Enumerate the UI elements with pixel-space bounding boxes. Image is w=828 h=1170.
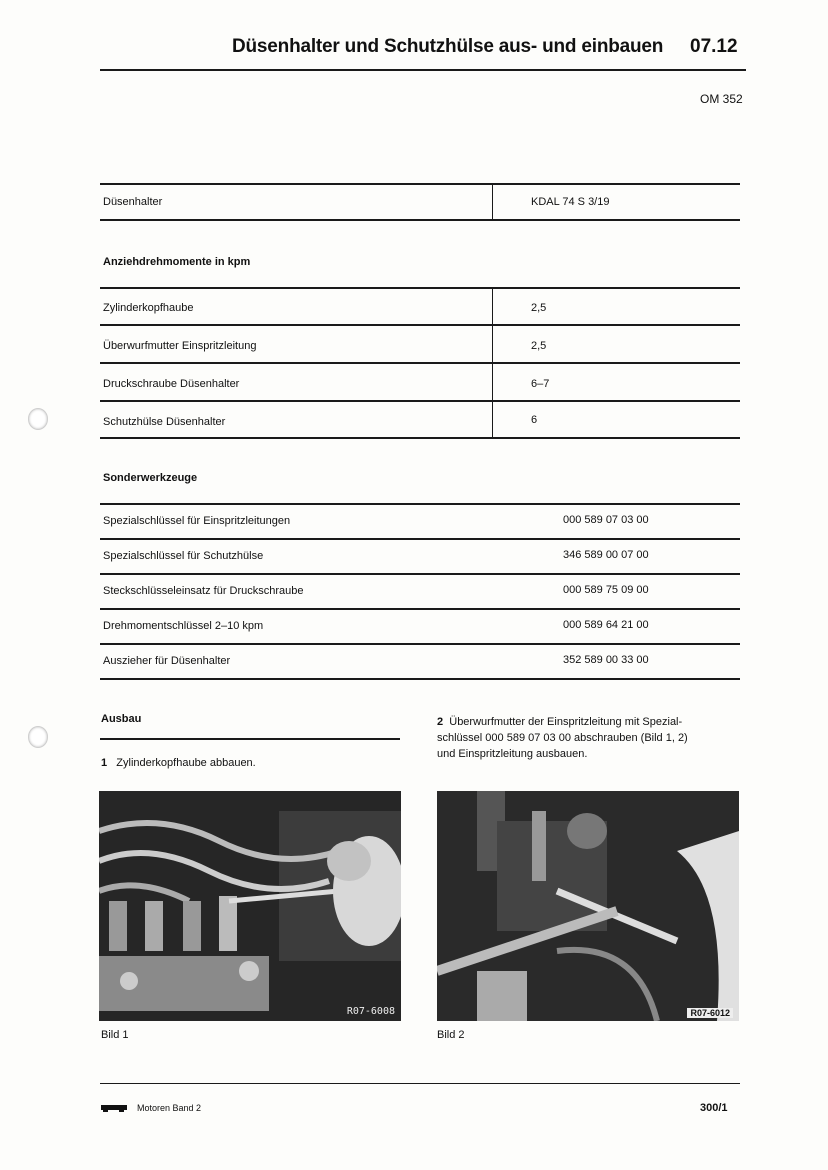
engine-model: OM 352 (700, 92, 743, 106)
figure-code: R07-6008 (346, 1006, 395, 1017)
torque-value: 2,5 (531, 302, 547, 314)
step-text-line: Überwurfmutter der Einspritzleitung mit Spezial- (449, 716, 683, 728)
nozzle-holder-value: KDAL 74 S 3/19 (531, 196, 610, 208)
table-divider (492, 288, 493, 438)
torque-label: Druckschraube Düsenhalter (103, 378, 240, 390)
removal-rule (100, 738, 400, 740)
removal-heading: Ausbau (101, 713, 142, 725)
tool-number: 346 589 00 07 00 (563, 549, 649, 561)
table-rule (100, 573, 740, 575)
step-number: 1 (101, 757, 108, 769)
tool-number: 000 589 64 21 00 (563, 619, 649, 631)
tool-label: Drehmomentschlüssel 2–10 kpm (103, 620, 264, 632)
tool-label: Spezialschlüssel für Einspritzleitungen (103, 515, 291, 527)
tool-label: Auszieher für Düsenhalter (103, 655, 231, 667)
step-2 (437, 714, 757, 762)
table-rule (100, 538, 740, 540)
tools-heading: Sonderwerkzeuge (103, 472, 198, 484)
table-divider (492, 184, 493, 220)
step-text: Zylinderkopfhaube abbauen. (116, 757, 256, 769)
nozzle-holder-label: Düsenhalter (103, 196, 163, 208)
section-number: 07.12 (690, 36, 738, 57)
torque-value: 6 (531, 414, 538, 426)
torque-heading: Anziehdrehmomente in kpm (103, 256, 251, 268)
tool-label: Spezialschlüssel für Schutzhülse (103, 550, 264, 562)
table-rule (100, 643, 740, 645)
step-number: 2 (437, 716, 444, 728)
table-rule (100, 219, 740, 221)
binder-hole-bottom (28, 726, 48, 748)
tool-number: 000 589 07 03 00 (563, 514, 649, 526)
figure-2-caption: Bild 2 (437, 1029, 465, 1041)
tool-number: 000 589 75 09 00 (563, 584, 649, 596)
binder-hole-top (28, 408, 48, 430)
figure-code: R07-6012 (687, 1008, 733, 1018)
table-rule (100, 362, 740, 364)
publisher-logo (101, 1104, 131, 1112)
table-rule (100, 437, 740, 439)
header-rule (100, 69, 746, 71)
footer-rule (100, 1083, 740, 1084)
step-text-line: und Einspritzleitung ausbauen. (437, 748, 588, 760)
table-rule (100, 287, 740, 289)
figure-1-photo (99, 791, 401, 1021)
table-rule (100, 400, 740, 402)
figure-2-photo (437, 791, 739, 1021)
page-number: 300/1 (700, 1102, 728, 1114)
tool-number: 352 589 00 33 00 (563, 654, 649, 666)
torque-label: Schutzhülse Düsenhalter (103, 416, 226, 428)
torque-label: Überwurfmutter Einspritzleitung (103, 340, 257, 352)
tool-label: Steckschlüsseleinsatz für Druckschraube (103, 585, 304, 597)
book-title: Motoren Band 2 (137, 1103, 202, 1113)
torque-label: Zylinderkopfhaube (103, 302, 194, 314)
page-title: Düsenhalter und Schutzhülse aus- und einbauen (232, 36, 664, 57)
table-rule (100, 324, 740, 326)
figure-1-caption: Bild 1 (101, 1029, 129, 1041)
step-text-line: schlüssel 000 589 07 03 00 abschrauben (Bild 1, 2) (437, 732, 688, 744)
table-rule (100, 678, 740, 680)
table-rule (100, 503, 740, 505)
torque-value: 2,5 (531, 340, 547, 352)
torque-value: 6–7 (531, 378, 550, 390)
table-rule (100, 608, 740, 610)
table-rule (100, 183, 740, 185)
step-1 (101, 755, 256, 771)
